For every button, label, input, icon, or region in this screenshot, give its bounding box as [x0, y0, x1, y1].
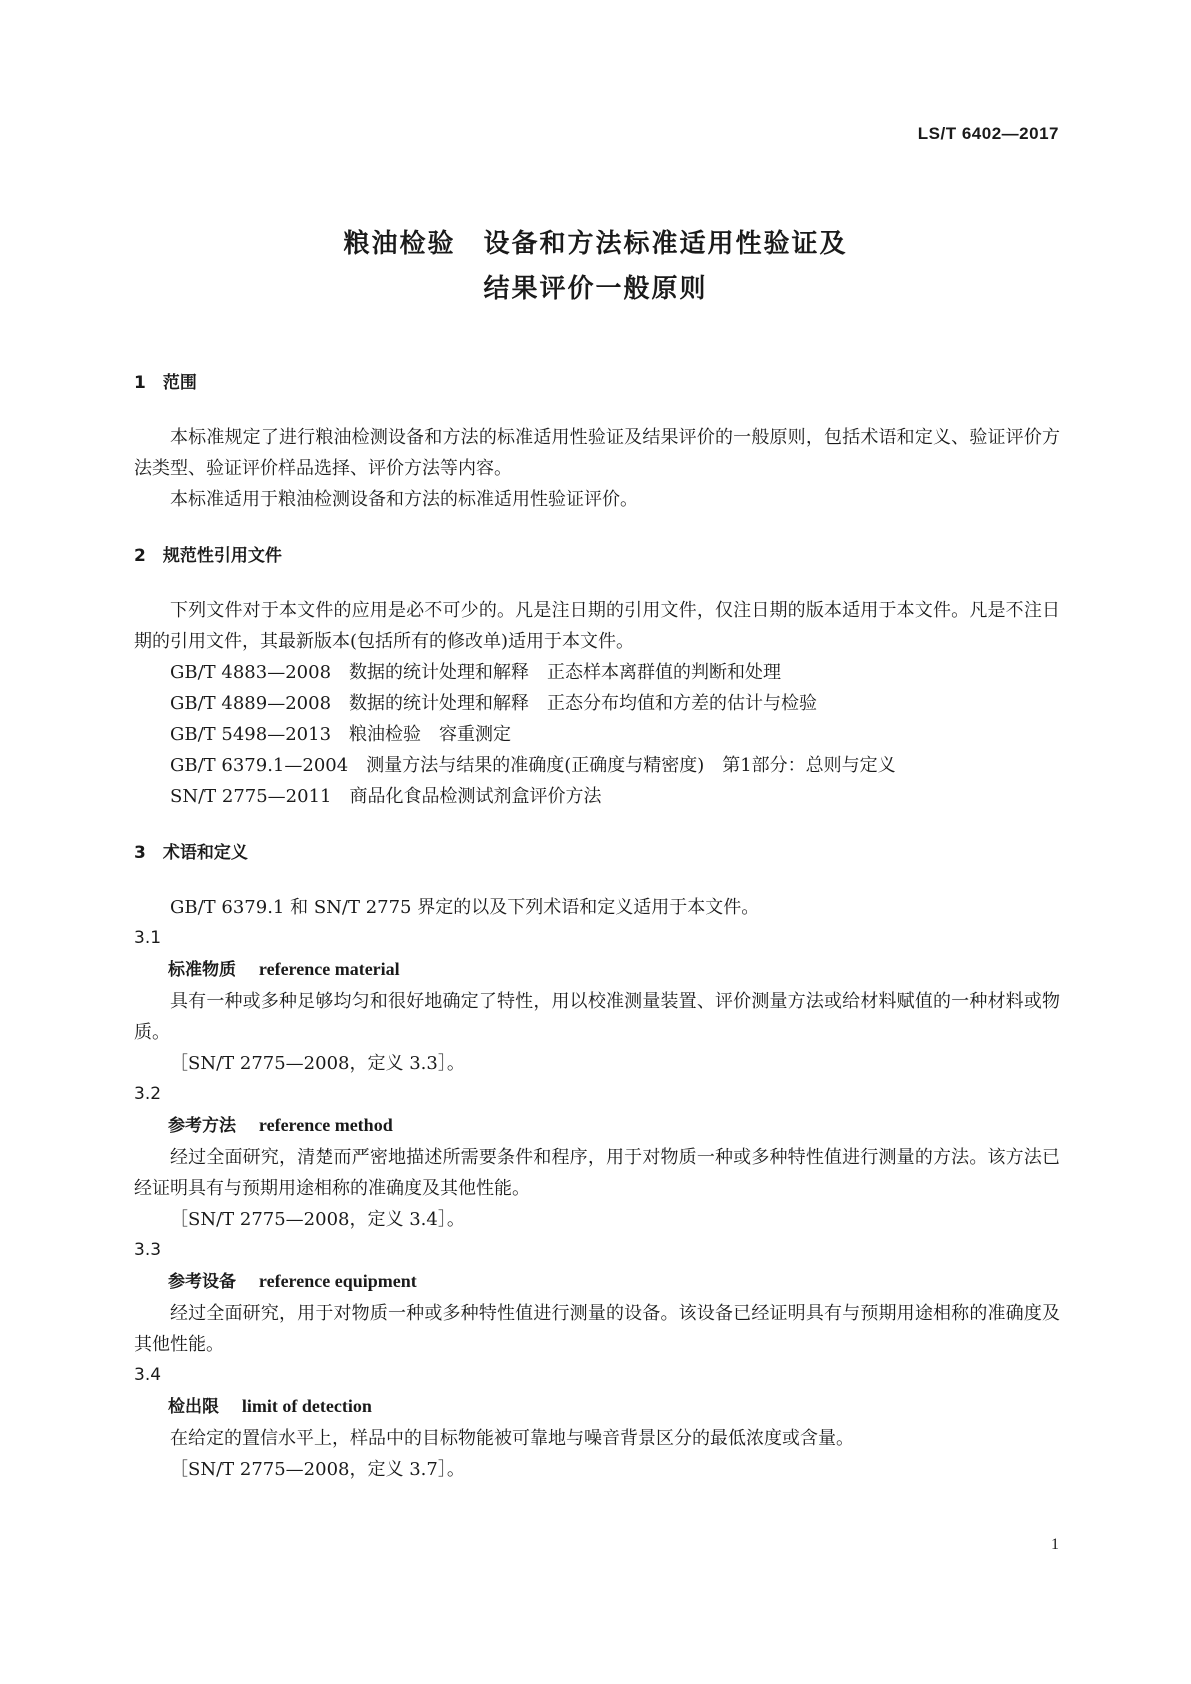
paragraph: 本标准适用于粮油检测设备和方法的标准适用性验证评价。 [170, 489, 638, 510]
term-number: 3.2 [134, 1084, 162, 1104]
standard-code: LS/T 6402—2017 [917, 124, 1059, 143]
reference-item: GB/T 4889—2008 数据的统计处理和解释 正态分布均值和方差的估计与检验 [170, 693, 818, 714]
term-source: ［SN/T 2775—2008，定义 3.7］。 [170, 1459, 465, 1480]
reference-item: SN/T 2775—2011 商品化食品检测试剂盒评价方法 [170, 786, 602, 807]
term-definition: 在给定的置信水平上，样品中的目标物能被可靠地与噪音背景区分的最低浓度或含量。 [170, 1428, 854, 1449]
term-entry [134, 1079, 1060, 1235]
term-number: 3.3 [134, 1240, 162, 1260]
term-number: 3.4 [134, 1365, 162, 1385]
section-heading: 1 范围 [134, 373, 197, 393]
title-line-1: 粮油检验 设备和方法标准适用性验证及 [343, 229, 848, 259]
term-definition: 经过全面研究，用于对物质一种或多种特性值进行测量的设备。该设备已经证明具有与预期用途相称的准确度及其他性能。 [134, 1303, 1060, 1355]
title-line-2: 结果评价一般原则 [483, 274, 708, 304]
section-heading: 2 规范性引用文件 [134, 546, 282, 566]
paragraph: 下列文件对于本文件的应用是必不可少的。凡是注日期的引用文件，仅注日期的版本适用于本文件。凡是不注日期的引用文件，其最新版本(包括所有的修改单)适用于本文件。 [134, 600, 1060, 652]
term-name-zh: 检出限 [168, 1397, 219, 1417]
document-title [0, 222, 1191, 312]
reference-item: GB/T 4883—2008 数据的统计处理和解释 正态样本离群值的判断和处理 [170, 662, 782, 683]
term-name-en: limit of detection [241, 1396, 372, 1416]
reference-item: GB/T 6379.1—2004 测量方法与结果的准确度(正确度与精密度) 第1部分：总则与定义 [170, 755, 896, 776]
term-name [134, 1391, 1060, 1423]
term-name-zh: 参考设备 [168, 1272, 236, 1292]
term-name-zh: 标准物质 [168, 960, 236, 980]
section-terms-definitions [134, 840, 1060, 1485]
term-source: ［SN/T 2775—2008，定义 3.4］。 [170, 1209, 465, 1230]
term-name-en: reference method [258, 1115, 393, 1135]
term-entry [134, 1235, 1060, 1360]
term-name [134, 1110, 1060, 1142]
term-definition: 经过全面研究，清楚而严密地描述所需要条件和程序，用于对物质一种或多种特性值进行测量的方法。该方法已经证明具有与预期用途相称的准确度及其他性能。 [134, 1147, 1060, 1199]
section-heading: 3 术语和定义 [134, 843, 248, 863]
paragraph: GB/T 6379.1 和 SN/T 2775 界定的以及下列术语和定义适用于本文件。 [170, 897, 760, 918]
document-body [134, 370, 1060, 1485]
section-scope [134, 370, 1060, 515]
reference-item: GB/T 5498—2013 粮油检验 容重测定 [170, 724, 512, 745]
page-number: 1 [1051, 1536, 1059, 1553]
term-name-zh: 参考方法 [168, 1116, 236, 1136]
term-name-en: reference material [258, 959, 400, 979]
term-source: ［SN/T 2775—2008，定义 3.3］。 [170, 1053, 465, 1074]
term-entry [134, 923, 1060, 1079]
term-name [134, 954, 1060, 986]
paragraph: 本标准规定了进行粮油检测设备和方法的标准适用性验证及结果评价的一般原则，包括术语和定义、验证评价方法类型、验证评价样品选择、评价方法等内容。 [134, 427, 1060, 479]
section-normative-references [134, 543, 1060, 812]
term-name-en: reference equipment [258, 1271, 417, 1291]
term-number: 3.1 [134, 928, 162, 948]
term-entry [134, 1360, 1060, 1485]
term-name [134, 1266, 1060, 1298]
term-definition: 具有一种或多种足够均匀和很好地确定了特性，用以校准测量装置、评价测量方法或给材料赋值的一种材料或物质。 [134, 991, 1060, 1043]
